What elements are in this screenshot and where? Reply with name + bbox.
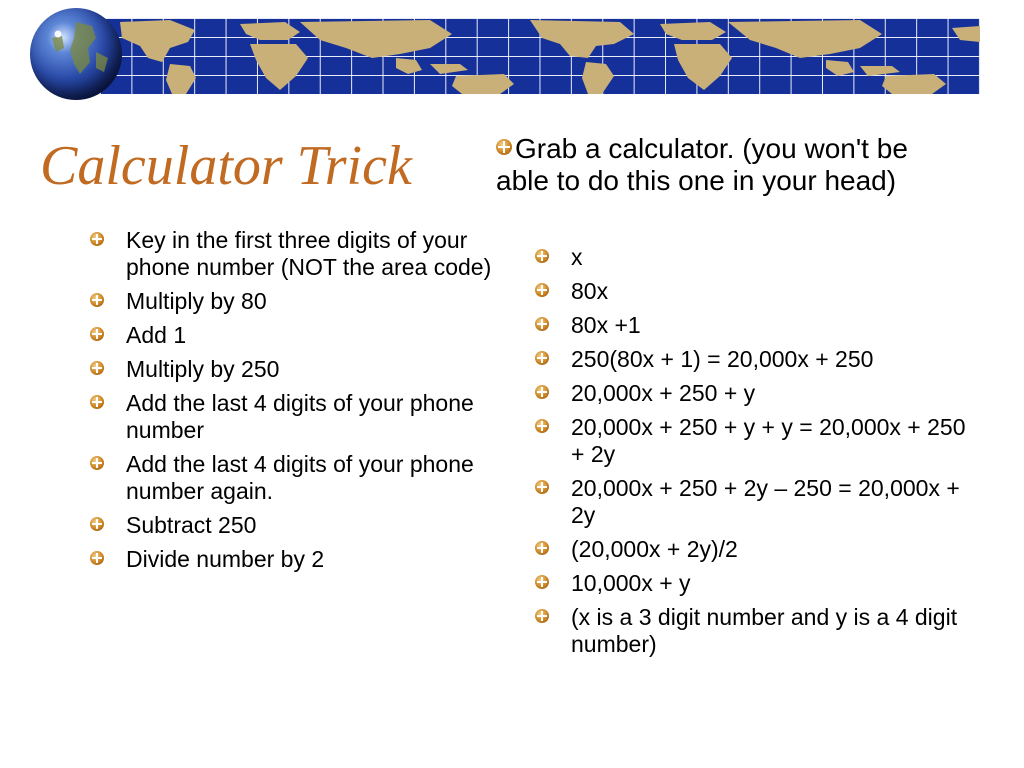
step-text: Divide number by 2 [126, 546, 325, 572]
bullet-icon [535, 609, 549, 623]
bullet-icon [90, 517, 104, 531]
bullet-icon [535, 480, 549, 494]
math-text: 80x +1 [571, 312, 641, 338]
step-text: Subtract 250 [126, 512, 257, 538]
intro-text: Grab a calculator. (you won't be able to do this one in your head) [496, 133, 908, 196]
bullet-icon [90, 327, 104, 341]
bullet-icon [90, 456, 104, 470]
step-text: Add 1 [126, 322, 187, 348]
math-text: 80x [571, 278, 609, 304]
list-item [535, 380, 980, 407]
steps-list [90, 227, 500, 580]
math-text: 20,000x + 250 + y + y = 20,000x + 250 + 2y [571, 414, 966, 467]
list-item [535, 278, 980, 305]
list-item [535, 536, 980, 563]
list-item [90, 451, 500, 505]
list-item [90, 512, 500, 539]
math-text: 20,000x + 250 + 2y – 250 = 20,000x + 2y [571, 475, 960, 528]
bullet-icon [535, 575, 549, 589]
bullet-icon [535, 283, 549, 297]
math-text: (20,000x + 2y)/2 [571, 536, 738, 562]
bullet-icon [90, 361, 104, 375]
step-text: Multiply by 80 [126, 288, 267, 314]
math-list [535, 244, 980, 665]
list-item [90, 322, 500, 349]
list-item [90, 356, 500, 383]
bullet-icon [496, 139, 512, 155]
math-text: x [571, 244, 583, 270]
math-text: 20,000x + 250 + y [571, 380, 756, 406]
bullet-icon [90, 232, 104, 246]
bullet-icon [535, 385, 549, 399]
list-item [535, 312, 980, 339]
slide-title: Calculator Trick [40, 135, 412, 197]
bullet-icon [90, 551, 104, 565]
list-item [535, 244, 980, 271]
list-item [535, 475, 980, 529]
step-text: Add the last 4 digits of your phone number [126, 390, 474, 443]
list-item [90, 546, 500, 573]
bullet-icon [90, 395, 104, 409]
math-text: 250(80x + 1) = 20,000x + 250 [571, 346, 874, 372]
bullet-icon [535, 541, 549, 555]
list-item [535, 346, 980, 373]
globe-landmasses [30, 8, 122, 100]
step-text: Add the last 4 digits of your phone number again. [126, 451, 474, 504]
globe-icon [30, 8, 122, 100]
math-text: 10,000x + y [571, 570, 691, 596]
bullet-icon [535, 419, 549, 433]
bullet-icon [90, 293, 104, 307]
world-map-banner [100, 18, 980, 94]
list-item [535, 604, 980, 658]
list-item [535, 570, 980, 597]
bullet-icon [535, 351, 549, 365]
world-map-landmasses [100, 18, 980, 94]
intro-paragraph [496, 133, 966, 197]
bullet-icon [535, 249, 549, 263]
step-text: Multiply by 250 [126, 356, 280, 382]
list-item [90, 227, 500, 281]
list-item [90, 390, 500, 444]
bullet-icon [535, 317, 549, 331]
list-item [535, 414, 980, 468]
list-item [90, 288, 500, 315]
step-text: Key in the first three digits of your phone number (NOT the area code) [126, 227, 492, 280]
math-text: (x is a 3 digit number and y is a 4 digit number) [571, 604, 958, 657]
